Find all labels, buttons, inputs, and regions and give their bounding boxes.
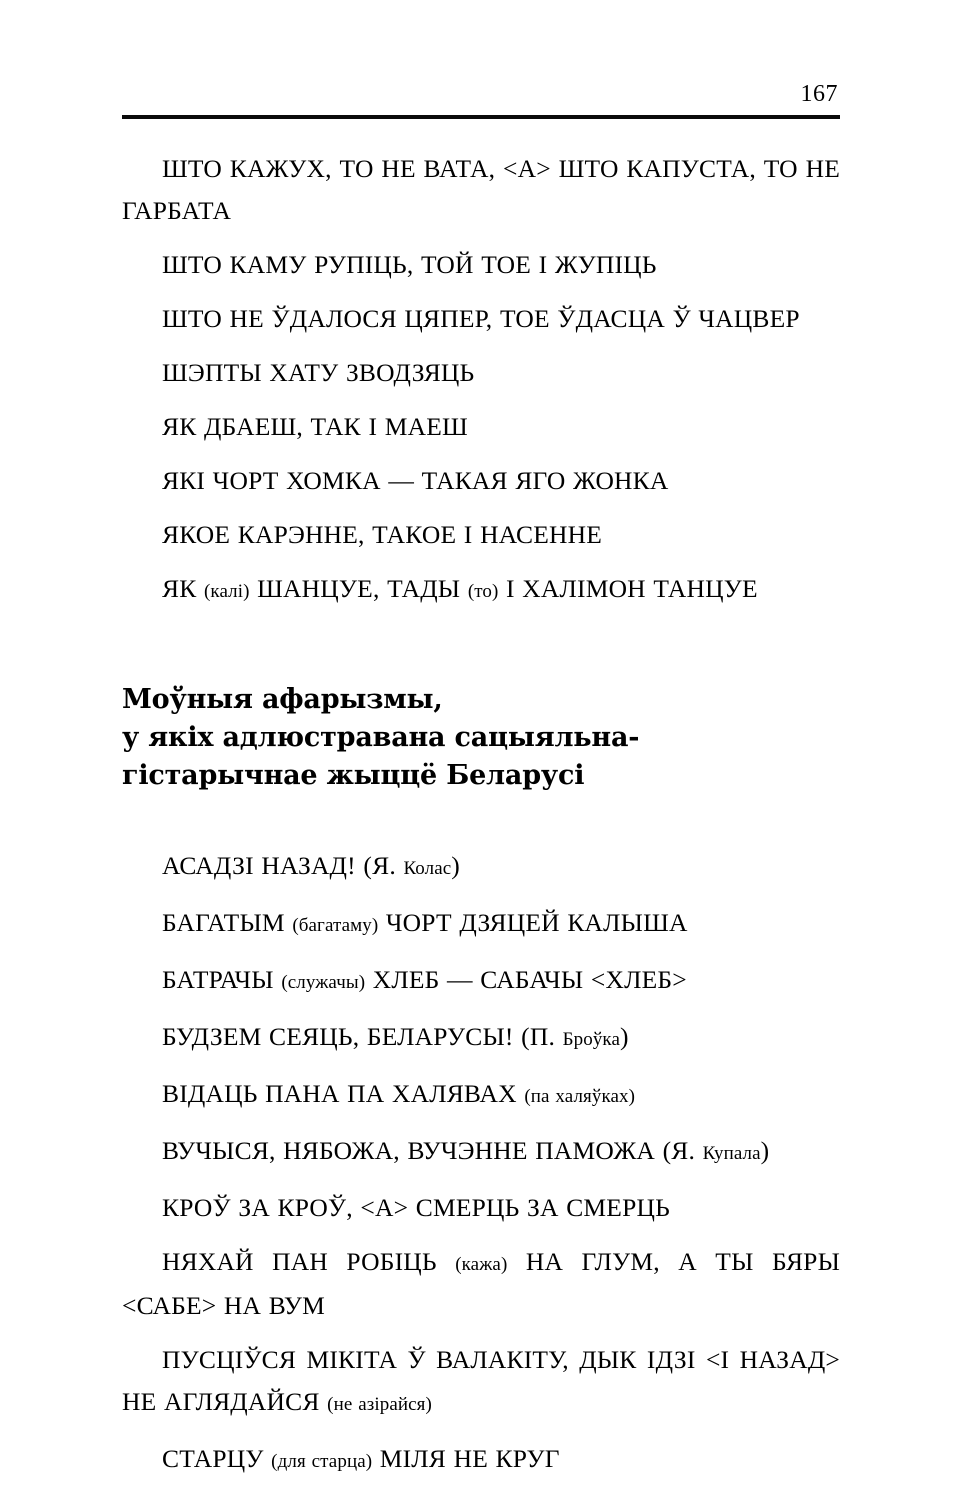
aphorism-entry-3-text-1: БАТРАЧЫ <box>162 964 282 994</box>
aphorism-entry-8-text-3: НА ГЛУМ, А ТЫ БЯРЫ <САБЕ> НА ВУМ <box>122 1246 841 1320</box>
page-header <box>122 82 840 119</box>
aphorism-entry-1-text-1: АСАДЗІ НАЗАД! (Я. <box>162 850 404 880</box>
proverb-entry-8-gloss-2: (калі) <box>204 580 250 602</box>
aphorism-entry-2 <box>122 902 840 947</box>
aphorism-entry-1-gloss-2: Колас <box>403 857 452 879</box>
aphorism-entry-8-gloss-2: (кажа) <box>455 1253 508 1275</box>
section-heading <box>122 681 840 795</box>
proverb-entry-4: ШЭПТЫ ХАТУ ЗВОДЗЯЦЬ <box>162 357 475 387</box>
proverb-entry-8-text-1: ЯК <box>162 573 204 603</box>
aphorism-entry-9-text-1: ПУСЦІЎСЯ МІКІТА Ў ВАЛАКІТУ, ДЫК ІДЗІ <І НАЗАД> НЕ АГЛЯДАЙСЯ <box>122 1345 840 1416</box>
proverb-entry-3: ШТО НЕ ЎДАЛОСЯ ЦЯПЕР, ТОЕ ЎДАСЦА Ў ЧАЦВЕР <box>162 303 800 333</box>
aphorism-entry-10-text-3: МІЛЯ НЕ КРУГ <box>372 1443 560 1473</box>
aphorism-entry-10-text-1: СТАРЦУ <box>162 1443 272 1473</box>
aphorism-entry-6-text-3: ) <box>760 1135 770 1165</box>
aphorism-entry-4-text-1: БУДЗЕМ СЕЯЦЬ, БЕЛАРУСЫ! (П. <box>162 1021 563 1051</box>
proverb-entry-5: ЯК ДБАЕШ, ТАК І МАЕШ <box>162 411 468 441</box>
page-number: 167 <box>800 81 838 107</box>
aphorism-entry-1 <box>122 845 840 890</box>
aphorism-entry-8 <box>122 1241 840 1327</box>
proverb-entry-8 <box>122 568 840 613</box>
aphorism-entry-2-gloss-2: (багатаму) <box>292 914 379 936</box>
aphorism-entry-4-gloss-2: Броўка <box>562 1028 621 1050</box>
aphorism-entry-6-text-1: ВУЧЫСЯ, НЯБОЖА, ВУЧЭННЕ ПАМОЖА (Я. <box>162 1135 703 1165</box>
aphorism-entry-10-gloss-2: (для старца) <box>271 1450 373 1472</box>
aphorism-entry-3 <box>122 959 840 1004</box>
aphorism-entry-9-gloss-2: (не азірайся) <box>327 1393 432 1415</box>
aphorism-entry-2-text-1: БАГАТЫМ <box>162 907 293 937</box>
proverb-entry-7: ЯКОЕ КАРЭННЕ, ТАКОЕ І НАСЕННЕ <box>162 519 603 549</box>
aphorism-entry-4 <box>122 1016 840 1061</box>
proverb-entry-8-gloss-4: (то) <box>467 580 499 602</box>
aphorism-entry-3-text-3: ХЛЕБ — САБАЧЫ <ХЛЕБ> <box>365 964 687 994</box>
aphorism-entry-2-text-3: ЧОРТ ДЗЯЦЕЙ КАЛЫША <box>378 907 688 937</box>
proverb-entry-2: ШТО КАМУ РУПІЦЬ, ТОЙ ТОЕ І ЖУПІЦЬ <box>162 249 657 279</box>
aphorism-entry-7: КРОЎ ЗА КРОЎ, <А> СМЕРЦЬ ЗА СМЕРЦЬ <box>162 1192 670 1222</box>
aphorism-entry-10 <box>122 1438 840 1483</box>
section-heading-line-2: у якіх адлюстравана сацыяльна- <box>122 721 640 753</box>
proverb-entry-6: ЯКІ ЧОРТ ХОМКА — ТАКАЯ ЯГО ЖОНКА <box>162 465 669 495</box>
aphorism-entry-8-text-1: НЯХАЙ ПАН РОБІЦЬ <box>162 1246 456 1276</box>
text-column <box>122 148 840 1495</box>
section-heading-line-1: Моўныя афарызмы, <box>122 683 443 715</box>
aphorism-entry-5 <box>122 1073 840 1118</box>
aphorism-entry-6-gloss-2: Купала <box>702 1142 761 1164</box>
header-rule <box>122 115 840 119</box>
aphorism-entry-4-text-3: ) <box>620 1021 629 1051</box>
aphorism-entry-1-text-3: ) <box>451 850 460 880</box>
aphorism-entry-5-text-1: ВІДАЦЬ ПАНА ПА ХАЛЯВАХ <box>162 1078 525 1108</box>
section-heading-line-3: гістарычнае жыццё Беларусі <box>122 759 585 791</box>
proverb-entry-8-text-5: І ХАЛІМОН ТАНЦУЕ <box>498 573 758 603</box>
aphorism-list <box>122 845 840 1483</box>
heading-spacer-bottom <box>122 795 840 845</box>
aphorism-entry-5-gloss-2: (па халяўках) <box>524 1085 636 1107</box>
aphorism-entry-6 <box>122 1130 840 1175</box>
aphorism-entry-3-gloss-2: (служачы) <box>281 971 366 993</box>
heading-spacer-top <box>122 625 840 681</box>
aphorism-entry-9 <box>122 1339 840 1425</box>
proverb-list <box>122 148 840 612</box>
proverb-entry-8-text-3: ШАНЦУЕ, ТАДЫ <box>249 573 468 603</box>
proverb-entry-1: ШТО КАЖУХ, ТО НЕ ВАТА, <А> ШТО КАПУСТА, ТО НЕ ГАРБАТА <box>122 154 840 225</box>
